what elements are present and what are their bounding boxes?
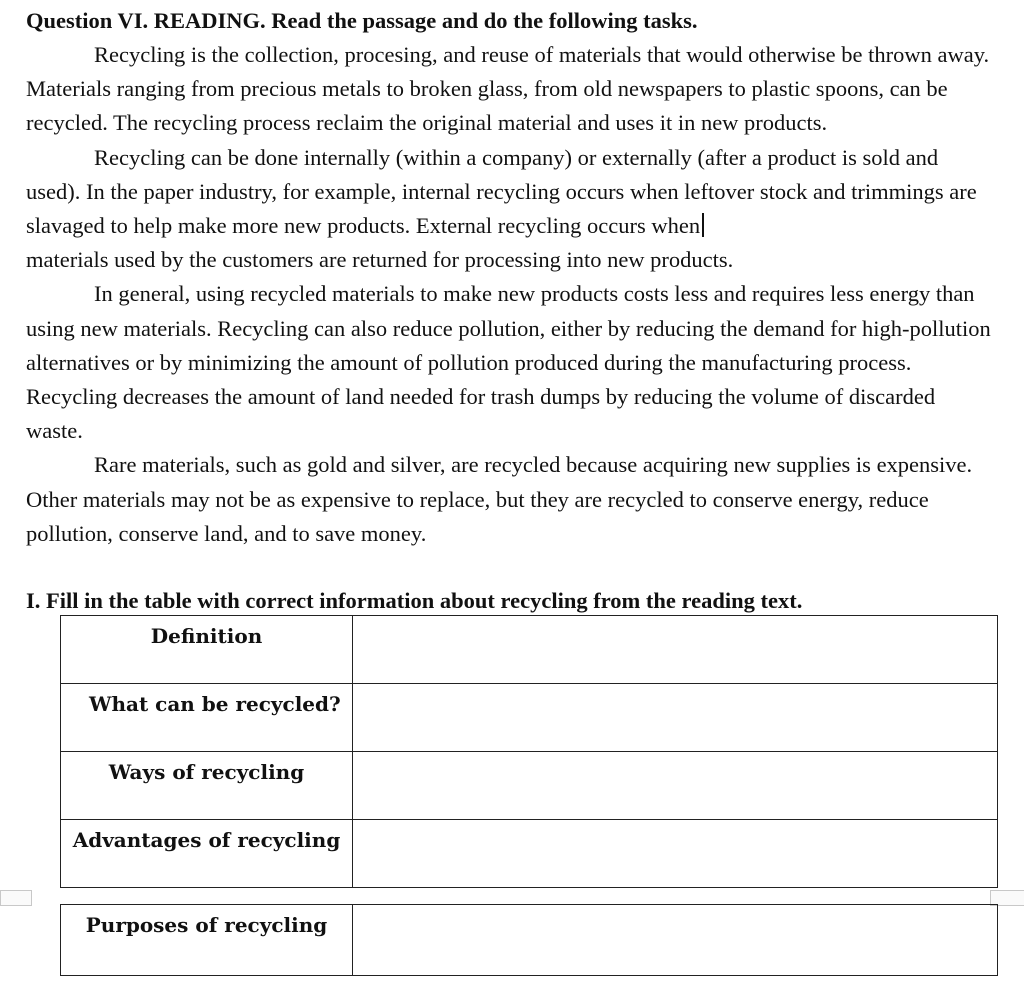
answer-cell-purposes-of-recycling[interactable] [353,905,998,976]
table-row [61,820,998,888]
row-label-definition: Definition [61,616,353,684]
table-row [61,905,998,976]
passage-paragraph-2-text: Recycling can be done internally (within a company) or externally (after a product is sold and used). In the paper industry, for example, internal recycling occurs when leftover stock and trimmings are slavaged to help make more new products. External recycling occurs when [26,144,977,239]
table-row [61,616,998,684]
passage-paragraph-2-tail: materials used by the customers are returned for processing into new products. [26,247,734,273]
recycling-table [60,615,998,888]
passage-paragraph-1: Recycling is the collection, procesing, and reuse of materials that would otherwise be thrown away. Materials ranging from precious metals to broken glass, from old newspapers to plastic spoons, can be recycled. The recycling process reclaim the original material and uses it in new products. [26,42,990,136]
row-label-advantages-of-recycling: Advantages of recycling [61,820,353,888]
passage-paragraph-4: Rare materials, such as gold and silver, are recycled because acquiring new supplies is expensive. Other materials may not be as expensive to replace, but they are recycled to conserve energy, reduce pollution, conserve land, and to save money. [26,452,973,546]
table-row [61,684,998,752]
passage-paragraph-2[interactable] [26,141,994,278]
reading-passage [26,38,994,551]
row-label-ways-of-recycling: Ways of recycling [61,752,353,820]
text-cursor [702,213,704,237]
question-heading: Question VI. READING. Read the passage and do the following tasks. [26,8,698,33]
passage-paragraph-3: In general, using recycled materials to make new products costs less and requires less energy than using new materials. Recycling can also reduce pollution, either by reducing the demand for high-pollution alternatives or by minimizing the amount of pollution produced during the manufacturing process. Recycling decreases the amount of land needed for trash dumps by reducing the volume of discarded waste. [26,281,991,444]
answer-cell-ways-of-recycling[interactable] [353,752,998,820]
page-edge-marker-left [0,890,32,906]
row-label-purposes-of-recycling: Purposes of recycling [61,905,353,976]
answer-cell-what-can-be-recycled[interactable] [353,684,998,752]
answer-cell-advantages-of-recycling[interactable] [353,820,998,888]
task-instruction: I. Fill in the table with correct information about recycling from the reading text. [26,588,803,613]
row-label-what-can-be-recycled: What can be recycled? [61,684,353,752]
answer-cell-definition[interactable] [353,616,998,684]
purposes-table [60,904,998,976]
table-row [61,752,998,820]
